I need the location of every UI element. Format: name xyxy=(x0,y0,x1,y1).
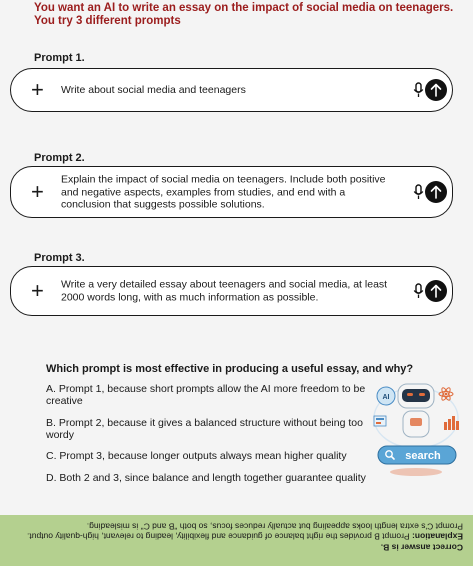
prompt-3-label: Prompt 3. xyxy=(34,252,85,264)
explanation-text: Prompt B provides the right balance of guidance and flexibility, leading to relevant, high-quality output. Prompt C's extra length looks appealing but actually reduces focus, so both "B and C" is misleading. xyxy=(27,521,463,542)
prompt-1-label: Prompt 1. xyxy=(34,52,85,64)
option-c[interactable]: C. Prompt 3, because longer outputs always mean higher quality xyxy=(46,450,347,462)
intro-line-2: You try 3 different prompts xyxy=(34,15,181,27)
plus-icon[interactable]: + xyxy=(31,179,44,204)
arrow-up-icon xyxy=(430,83,442,97)
bar-chart-icon xyxy=(444,416,459,430)
explanation-label: Explanation: xyxy=(411,532,463,542)
option-a[interactable]: A. Prompt 1, because short prompts allow the AI more freedom to be creative xyxy=(46,383,366,407)
prompt-2-label: Prompt 2. xyxy=(34,152,85,164)
send-button[interactable] xyxy=(425,181,447,203)
option-d[interactable]: D. Both 2 and 3, since balance and length together guarantee quality xyxy=(46,472,366,484)
ai-robot-illustration xyxy=(370,378,462,478)
arrow-up-icon xyxy=(430,185,442,199)
arrow-up-icon xyxy=(430,284,442,298)
intro-text xyxy=(34,2,453,28)
ai-bubble-label: AI xyxy=(382,394,390,401)
plus-icon[interactable]: + xyxy=(31,278,44,303)
option-b[interactable]: B. Prompt 2, because it gives a balanced structure without being too wordy xyxy=(46,417,363,441)
intro-line-1: You want an AI to write an essay on the impact of social media on teenagers. xyxy=(34,2,454,14)
microphone-icon[interactable] xyxy=(413,82,424,98)
question-text: Which prompt is most effective in producing a useful essay, and why? xyxy=(46,363,414,375)
prompt-2-box[interactable] xyxy=(10,166,453,218)
answer-panel xyxy=(0,515,473,566)
microphone-icon[interactable] xyxy=(413,184,424,200)
search-label: search xyxy=(405,450,441,462)
microphone-icon[interactable] xyxy=(413,283,424,299)
prompt-3-box[interactable] xyxy=(10,266,453,316)
flowchart-icon xyxy=(374,416,386,426)
prompt-2-text: Explain the impact of social media on teenagers. Include both positive and negative aspects, examples from studies, and end with a conclusion that suggests possible solutions. xyxy=(61,173,386,211)
correct-answer: Correct answer is B. xyxy=(380,542,463,553)
prompt-1-text: Write about social media and teenagers xyxy=(61,83,246,96)
send-button[interactable] xyxy=(425,280,447,302)
send-button[interactable] xyxy=(425,79,447,101)
answer-text xyxy=(10,521,463,553)
prompt-3-text: Write a very detailed essay about teenagers and social media, at least 2000 words long, with as much information as possible. xyxy=(61,278,388,303)
prompt-1-box[interactable] xyxy=(10,68,453,112)
plus-icon[interactable]: + xyxy=(31,77,44,102)
